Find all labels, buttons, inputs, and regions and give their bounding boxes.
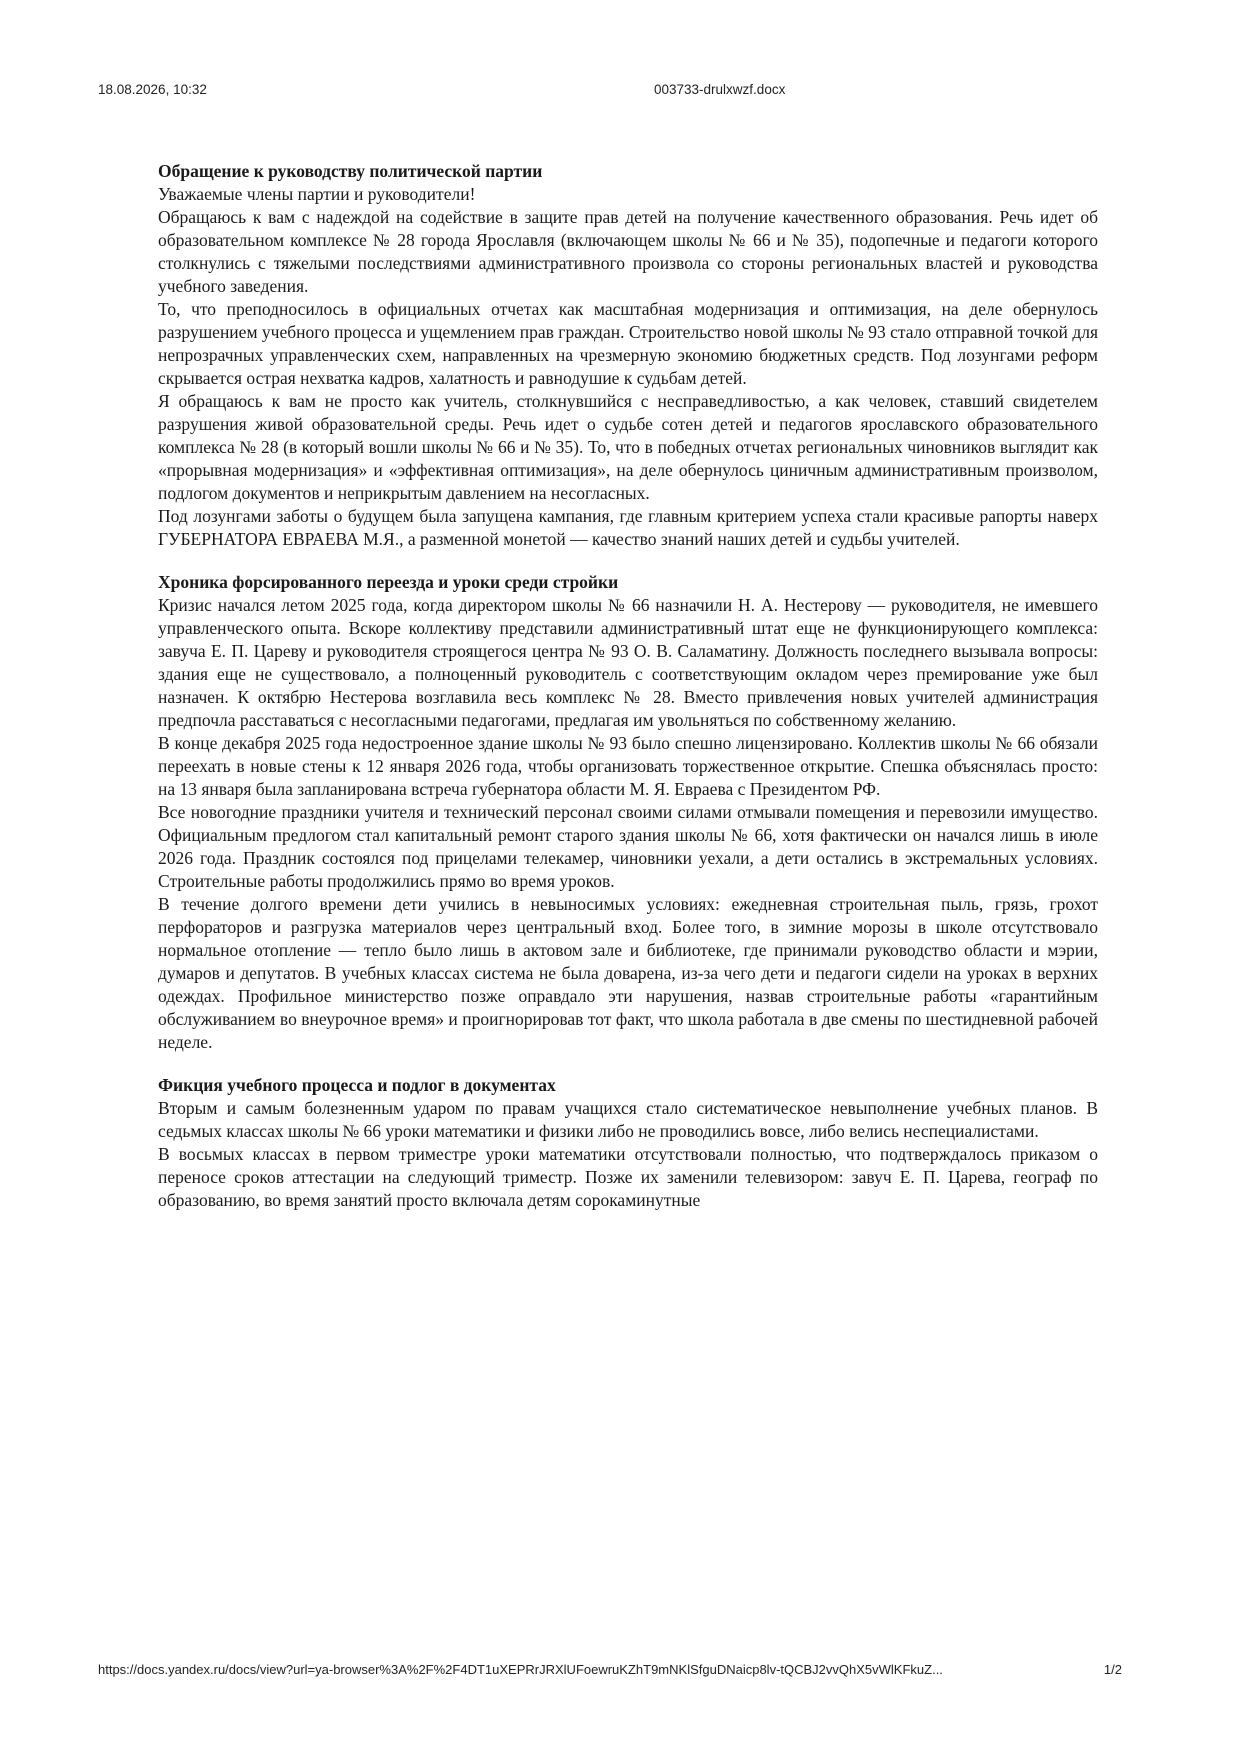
print-date: 18.08.2026, 10:32 bbox=[98, 82, 207, 97]
paragraph: Под лозунгами заботы о будущем была запущена кампания, где главным критерием успеха стали красивые рапорты наверх ГУБЕРНАТОРА ЕВРАЕВА М.Я., а разменной монетой — качество знаний наших детей и судьбы учителей. bbox=[158, 506, 1098, 549]
paragraph: Обращаюсь к вам с надеждой на содействие в защите прав детей на получение качественного образования. Речь идет об образовательном комплексе № 28 города Ярославля (включающем школы № 66 и № 35), подопечные и педагоги которого столкнулись с тяжелыми последствиями административного произвола со стороны региональных властей и руководства учебного заведения. bbox=[158, 207, 1098, 296]
paragraph: В конце декабря 2025 года недостроенное здание школы № 93 было спешно лицензировано. Коллектив школы № 66 обязали переехать в новые стены к 12 января 2026 года, чтобы организовать торжественное открытие. Спешка объяснялась просто: на 13 января была запланирована встреча губернатора области М. Я. Евраева с Президентом РФ. bbox=[158, 733, 1098, 799]
paragraph: То, что преподносилось в официальных отчетах как масштабная модернизация и оптимизация, на деле обернулось разрушением учебного процесса и ущемлением прав граждан. Строительство новой школы № 93 стало отправной точкой для непрозрачных управленческих схем, направленных на чрезмерную экономию бюджетных средств. Под лозунгами реформ скрывается острая нехватка кадров, халатность и равнодушие к судьбам детей. bbox=[158, 299, 1098, 388]
page-number: 1/2 bbox=[1103, 1662, 1122, 1677]
paragraph: Кризис начался летом 2025 года, когда директором школы № 66 назначили Н. А. Нестерову — руководителя, не имевшего управленческого опыта. Вскоре коллективу представили административный штат еще не функционирующего комплекса: завуча Е. П. Цареву и руководителя строящегося центра № 93 О. В. Саламатину. Должность последнего вызывала вопросы: здания еще не существовало, а полноценный руководитель с соответствующим окладом через премирование уже был назначен. К октябрю Нестерова возглавила весь комплекс № 28. Вместо привлечения новых учителей администрация предпочла расставаться с несогласными педагогами, предлагая им увольняться по собственному желанию. bbox=[158, 595, 1098, 730]
section-appeal bbox=[158, 160, 1098, 551]
print-footer bbox=[98, 1662, 1142, 1682]
section-heading: Обращение к руководству политической партии bbox=[158, 161, 543, 181]
source-url: https://docs.yandex.ru/docs/view?url=ya-browser%3A%2F%2F4DT1uXEPRrJRXlUFoewruKZhT9mNKlSfguDNaicp8lv-tQCBJ2vvQhX5vWlKFkuZ... bbox=[98, 1662, 943, 1677]
document-filename: 003733-drulxwzf.docx bbox=[654, 82, 786, 97]
paragraph: Вторым и самым болезненным ударом по правам учащихся стало систематическое невыполнение учебных планов. В седьмых классах школы № 66 уроки математики и физики либо не проводились вовсе, либо велись неспециалистами. bbox=[158, 1098, 1098, 1141]
paragraph: В восьмых классах в первом триместре уроки математики отсутствовали полностью, что подтверждалось приказом о переносе сроков аттестации на следующий триместр. Позже их заменили телевизором: завуч Е. П. Царева, географ по образованию, во время занятий просто включала детям сорокаминутные bbox=[158, 1144, 1098, 1210]
section-heading: Хроника форсированного переезда и уроки среди стройки bbox=[158, 572, 619, 592]
paragraph: Уважаемые члены партии и руководители! bbox=[158, 184, 476, 204]
paragraph: Я обращаюсь к вам не просто как учитель, столкнувшийся с несправедливостью, а как человек, ставший свидетелем разрушения живой образовательной среды. Речь идет о судьбе сотен детей и педагогов ярославского образовательного комплекса № 28 (в который вошли школы № 66 и № 35). То, что в победных отчетах региональных чиновников выглядит как «прорывная модернизация» и «эффективная оптимизация», на деле обернулось циничным административным произволом, подлогом документов и неприкрытым давлением на несогласных. bbox=[158, 391, 1098, 503]
paragraph: В течение долгого времени дети учились в невыносимых условиях: ежедневная строительная пыль, грязь, грохот перфораторов и разгрузка материалов через центральный вход. Более того, в зимние морозы в школе отсутствовало нормальное отопление — тепло было лишь в актовом зале и библиотеке, где принимали руководство области и мэрии, думаров и депутатов. В учебных классах система не была доварена, из-за чего дети и педагоги сидели на уроках в верхних одеждах. Профильное министерство позже оправдало эти нарушения, назвав строительные работы «гарантийным обслуживанием во внеурочное время» и проигнорировав тот факт, что школа работала в две смены по шестидневной рабочей неделе. bbox=[158, 894, 1098, 1052]
section-fiction bbox=[158, 1074, 1098, 1212]
paragraph: Все новогодние праздники учителя и технический персонал своими силами отмывали помещения и перевозили имущество. Официальным предлогом стал капитальный ремонт старого здания школы № 66, хотя фактически он начался лишь в июле 2026 года. Праздник состоялся под прицелами телекамер, чиновники уехали, а дети остались в экстремальных условиях. Строительные работы продолжились прямо во время уроков. bbox=[158, 802, 1098, 891]
print-header bbox=[98, 82, 1142, 102]
section-heading: Фикция учебного процесса и подлог в документах bbox=[158, 1075, 556, 1095]
document-body bbox=[158, 160, 1098, 1234]
section-chronicle bbox=[158, 571, 1098, 1054]
